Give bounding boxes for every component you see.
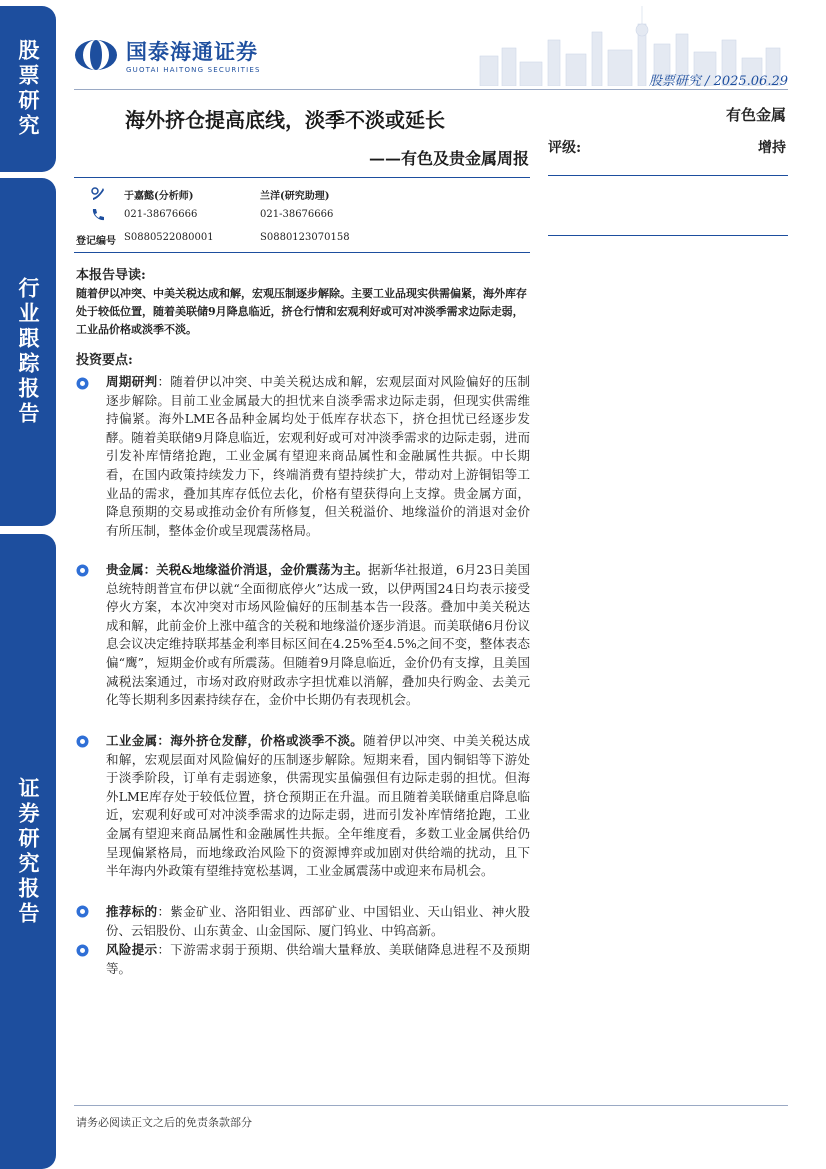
analyst-info xyxy=(74,178,530,248)
industry-label: 有色金属 xyxy=(725,106,786,124)
rating-label: 评级: xyxy=(548,140,582,156)
point-text: 随着伊以冲突、中美关税达成和解，宏观层面对风险偏好的压制逐步解除。短期来看，国内铜铝等下游处于淡季阶段，订单有走弱迹象，供需现实虽偏强但有边际走弱的担忧。但海外LME库存处于较低位置，挤仓预期正在升温。而且随着美联储重启降息临近，宏观利好或可对冲淡季需求的边际走弱，进而引发补库情绪抢跑，工业金属有望迎来商品属性和金融属性共振。全年维度看，多数工业金属供给仍呈现偏紧格局，而地缘政治风险下的资源博弈或加剧对供给端的扰动，且下半年海内外政策有望维持宽松基调，工业金属震荡中或迎来布局机会。 xyxy=(106,733,530,879)
sidebar-tab-stock-research xyxy=(0,6,56,172)
bullet-icon xyxy=(76,564,89,577)
guide-heading: 本报告导读: xyxy=(76,268,146,283)
assistant-phone: 021-38676666 xyxy=(260,209,334,220)
reg-label: 登记编号 xyxy=(76,236,116,247)
analyst-bottom-divider xyxy=(74,252,530,253)
point-industrial-metals xyxy=(106,732,530,881)
phone-icon xyxy=(90,207,106,226)
point-lead: 推荐标的 xyxy=(106,904,158,919)
footer-divider xyxy=(74,1105,788,1106)
guide-text: 随着伊以冲突、中美关税达成和解，宏观压制逐步解除。主要工业品现实供需偏紧，海外库存处于较低位置，随着美联储9月降息临近，挤仓行情和宏观利好或可对冲淡季需求边际走弱，工业品价格或淡季不淡。 xyxy=(76,287,527,336)
point-text: ：紫金矿业、洛阳钼业、西部矿业、中国铝业、天山铝业、神火股份、云铝股份、山东黄金、山金国际、厦门钨业、中钨高新。 xyxy=(106,904,530,938)
point-precious-metals xyxy=(106,561,530,710)
company-logo xyxy=(74,36,261,74)
point-text: ：下游需求弱于预期、供给端大量释放、美联储降息进程不及预期等。 xyxy=(106,942,530,976)
analyst-icon xyxy=(90,185,106,204)
sidebar-tab-industry-tracking xyxy=(0,178,56,526)
bullet-icon xyxy=(76,735,89,748)
report-type-date: 股票研究 / 2025.06.29 xyxy=(648,74,788,89)
bullet-icon xyxy=(76,944,89,957)
rating-divider-bottom xyxy=(548,235,788,236)
logo-text-en: GUOTAI HAITONG SECURITIES xyxy=(126,66,261,74)
logo-text-cn: 国泰海通证券 xyxy=(126,40,258,64)
report-title: 海外挤仓提高底线，淡季不淡或延长 xyxy=(125,108,445,132)
analyst-reg: S0880522080001 xyxy=(124,232,214,243)
point-lead: 周期研判 xyxy=(106,374,158,389)
rating-divider xyxy=(548,175,788,176)
sidebar-tab-securities-report xyxy=(0,534,56,1169)
bullet-icon xyxy=(76,377,89,390)
point-risks xyxy=(106,941,530,978)
point-lead: 贵金属：关税&地缘溢价消退，金价震荡为主。 xyxy=(106,562,369,577)
analyst-name: 于嘉懿(分析师) xyxy=(124,191,194,202)
point-text: 据新华社报道，6月23日美国总统特朗普宣布伊以就“全面彻底停火”达成一致，以伊两国24日均表示接受停火方案，本次冲突对市场风险偏好的压制基本告一段落。叠加中美关税达成和解，此前金价上涨中蕴含的关税和地缘溢价逐步消退。而美联储6月份议息会议决定维持联邦基金利率目标区间在4.25%至4.5%之间不变，整体表态偏“鹰”，短期金价或有所震荡。但随着9月降息临近，金价仍有支撑，且美国减税法案通过，市场对政府财政赤字担忧难以消解，叠加央行购金、去美元化等长期利多因素持续存在，金价中长期仍有表现机会。 xyxy=(106,562,531,708)
point-recommendations xyxy=(106,903,530,940)
report-subtitle: ——有色及贵金属周报 xyxy=(368,149,529,168)
point-text: ：随着伊以冲突、中美关税达成和解，宏观层面对风险偏好的压制逐步解除。目前工业金属最大的担忧来自淡季需求边际走弱，但现实供需维持偏紧。海外LME各品种金属均处于低库存状态下，挤仓担忧已经逐步发酵。随着美联储9月降息临近，宏观利好或可对冲淡季需求的边际走弱，进而引发补库情绪抢跑，工业金属有望迎来商品属性和金融属性共振。中长期看，在国内政策持续发力下，终端消费有望持续扩大，带动对上游铜铝等工业品的需求，叠加其库存低位去化，价格有望获得向上支撑。贵金属方面，降息预期的交易或推动金价有所修复，但关税溢价、地缘溢价的消退对金价有所压制，整体金价或呈现震荡格局。 xyxy=(106,374,530,538)
bullet-icon xyxy=(76,905,89,918)
assistant-name: 兰洋(研究助理) xyxy=(260,191,330,202)
sidebar-tab-label: 证券研究报告 xyxy=(16,776,40,927)
point-lead: 风险提示 xyxy=(106,942,158,957)
sidebar-tab-label: 股票研究 xyxy=(16,39,40,139)
logo-icon xyxy=(74,39,118,71)
analyst-phone: 021-38676666 xyxy=(124,209,198,220)
sidebar-tab-label: 行业跟踪报告 xyxy=(16,277,40,427)
assistant-reg: S0880123070158 xyxy=(260,232,350,243)
footer-disclaimer: 请务必阅读正文之后的免责条款部分 xyxy=(76,1116,252,1129)
rating-value: 增持 xyxy=(758,140,786,156)
points-heading: 投资要点: xyxy=(76,353,133,368)
header-divider xyxy=(74,89,788,90)
point-lead: 工业金属：海外挤仓发酵，价格或淡季不淡。 xyxy=(106,733,364,748)
point-cycle xyxy=(106,373,530,540)
